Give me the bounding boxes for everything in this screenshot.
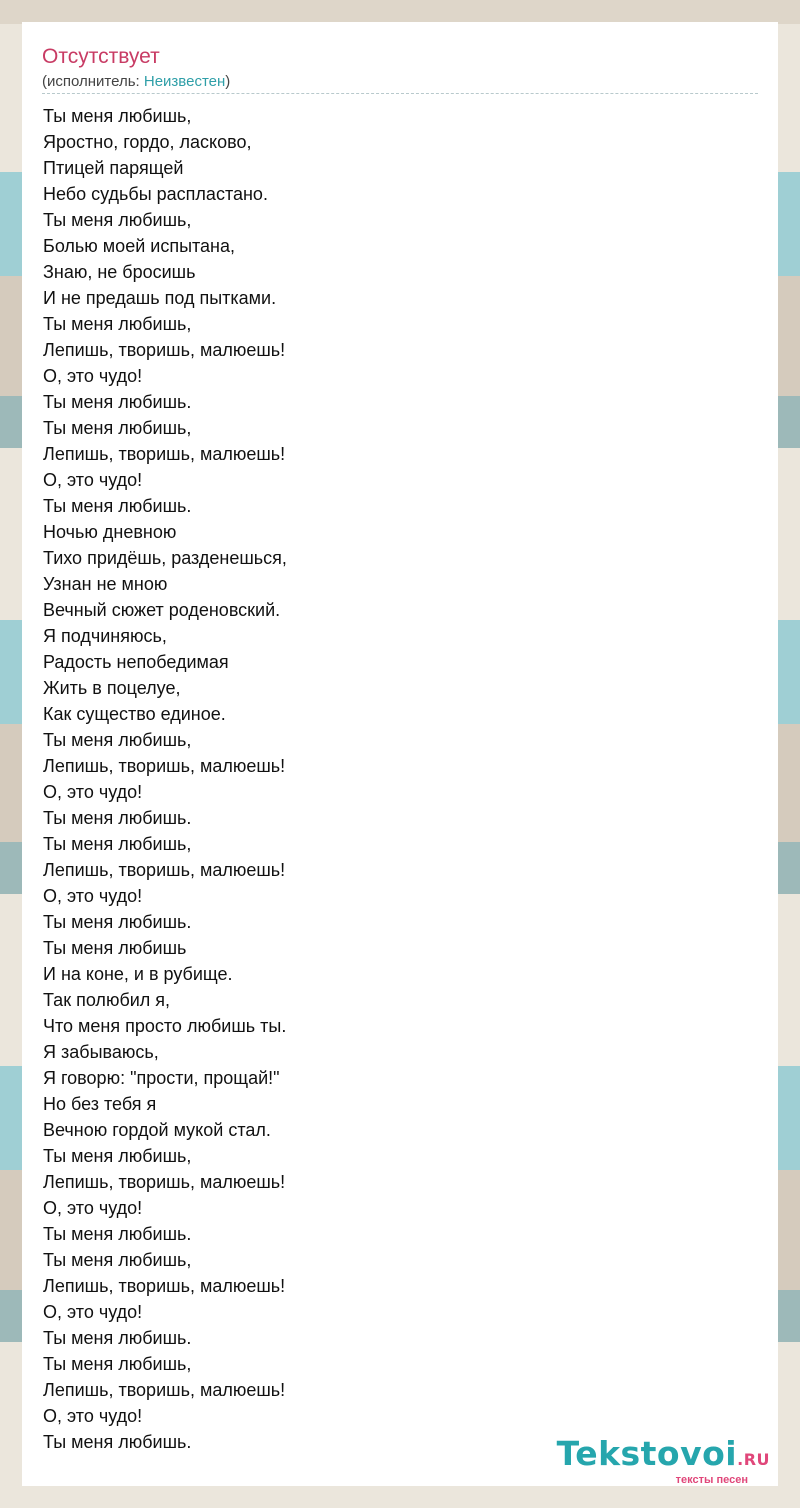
lyric-line: Что меня просто любишь ты.	[43, 1016, 287, 1036]
lyric-line: Я забываюсь,	[43, 1042, 159, 1062]
lyric-line: Ты меня любишь,	[43, 1354, 192, 1374]
lyric-line: О, это чудо!	[43, 1406, 143, 1426]
lyric-line: Я подчиняюсь,	[43, 626, 167, 646]
lyric-line: О, это чудо!	[43, 1302, 143, 1322]
lyric-line: Вечный сюжет роденовский.	[43, 600, 281, 620]
lyric-line: Ты меня любишь,	[43, 418, 192, 438]
performer-line	[42, 72, 230, 92]
lyric-line: Лепишь, творишь, малюешь!	[43, 340, 286, 360]
lyric-line: Небо судьбы распластано.	[43, 184, 268, 204]
lyric-line: Ты меня любишь	[43, 938, 187, 958]
lyric-line: О, это чудо!	[43, 782, 143, 802]
lyric-line: Ты меня любишь,	[43, 1250, 192, 1270]
lyric-line: Вечною гордой мукой стал.	[43, 1120, 271, 1140]
lyrics-text	[43, 103, 287, 1455]
lyric-line: О, это чудо!	[43, 1198, 143, 1218]
lyric-line: Яростно, гордо, ласково,	[43, 132, 252, 152]
performer-prefix: (исполнитель:	[42, 73, 144, 90]
lyric-line: Птицей парящей	[43, 158, 184, 178]
lyric-line: Ты меня любишь.	[43, 1224, 192, 1244]
lyric-line: О, это чудо!	[43, 886, 143, 906]
lyric-line: Ты меня любишь,	[43, 834, 192, 854]
lyric-line: Узнан не мною	[43, 574, 168, 594]
lyric-line: Ты меня любишь,	[43, 314, 192, 334]
lyrics-card	[22, 22, 778, 1486]
lyric-line: Ты меня любишь.	[43, 808, 192, 828]
lyric-line: Лепишь, творишь, малюешь!	[43, 1276, 286, 1296]
lyric-line: Как существо единое.	[43, 704, 226, 724]
lyric-line: Лепишь, творишь, малюешь!	[43, 756, 286, 776]
lyric-line: Ты меня любишь,	[43, 106, 192, 126]
logo-tagline: тексты песен	[675, 1474, 748, 1486]
lyric-line: Лепишь, творишь, малюешь!	[43, 860, 286, 880]
lyric-line: Радость непобедимая	[43, 652, 229, 672]
lyric-line: Ты меня любишь.	[43, 912, 192, 932]
logo-tld: .RU	[737, 1450, 770, 1469]
lyric-line: Лепишь, творишь, малюешь!	[43, 1172, 286, 1192]
lyric-line: Знаю, не бросишь	[43, 262, 196, 282]
lyric-line: О, это чудо!	[43, 470, 143, 490]
logo-word: Tekstovoi	[556, 1434, 738, 1473]
lyric-line: Лепишь, творишь, малюешь!	[43, 444, 286, 464]
lyric-line: И на коне, и в рубище.	[43, 964, 233, 984]
performer-link[interactable]: Неизвестен	[143, 73, 226, 90]
song-title: Отсутствует	[42, 45, 160, 68]
lyric-line: Ты меня любишь,	[43, 210, 192, 230]
lyric-line: Ночью дневною	[43, 522, 177, 542]
lyric-line: Я говорю: "прости, прощай!"	[43, 1068, 280, 1088]
lyric-line: Ты меня любишь.	[43, 392, 192, 412]
site-logo[interactable]	[556, 1434, 770, 1486]
lyric-line: Ты меня любишь.	[43, 1432, 192, 1452]
lyric-line: Ты меня любишь.	[43, 1328, 192, 1348]
lyric-line: Лепишь, творишь, малюешь!	[43, 1380, 286, 1400]
lyric-line: Но без тебя я	[43, 1094, 157, 1114]
lyric-line: Ты меня любишь.	[43, 496, 192, 516]
lyric-line: Так полюбил я,	[43, 990, 171, 1010]
lyric-line: Жить в поцелуе,	[43, 678, 181, 698]
logo-wordmark	[556, 1434, 770, 1477]
lyric-line: Болью моей испытана,	[43, 236, 236, 256]
lyric-line: Тихо придёшь, разденешься,	[43, 548, 287, 568]
performer-suffix: )	[225, 73, 231, 90]
lyric-line: О, это чудо!	[43, 366, 143, 386]
title-divider	[42, 93, 758, 94]
lyric-line: И не предашь под пытками.	[43, 288, 277, 308]
lyric-line: Ты меня любишь,	[43, 1146, 192, 1166]
lyric-line: Ты меня любишь,	[43, 730, 192, 750]
